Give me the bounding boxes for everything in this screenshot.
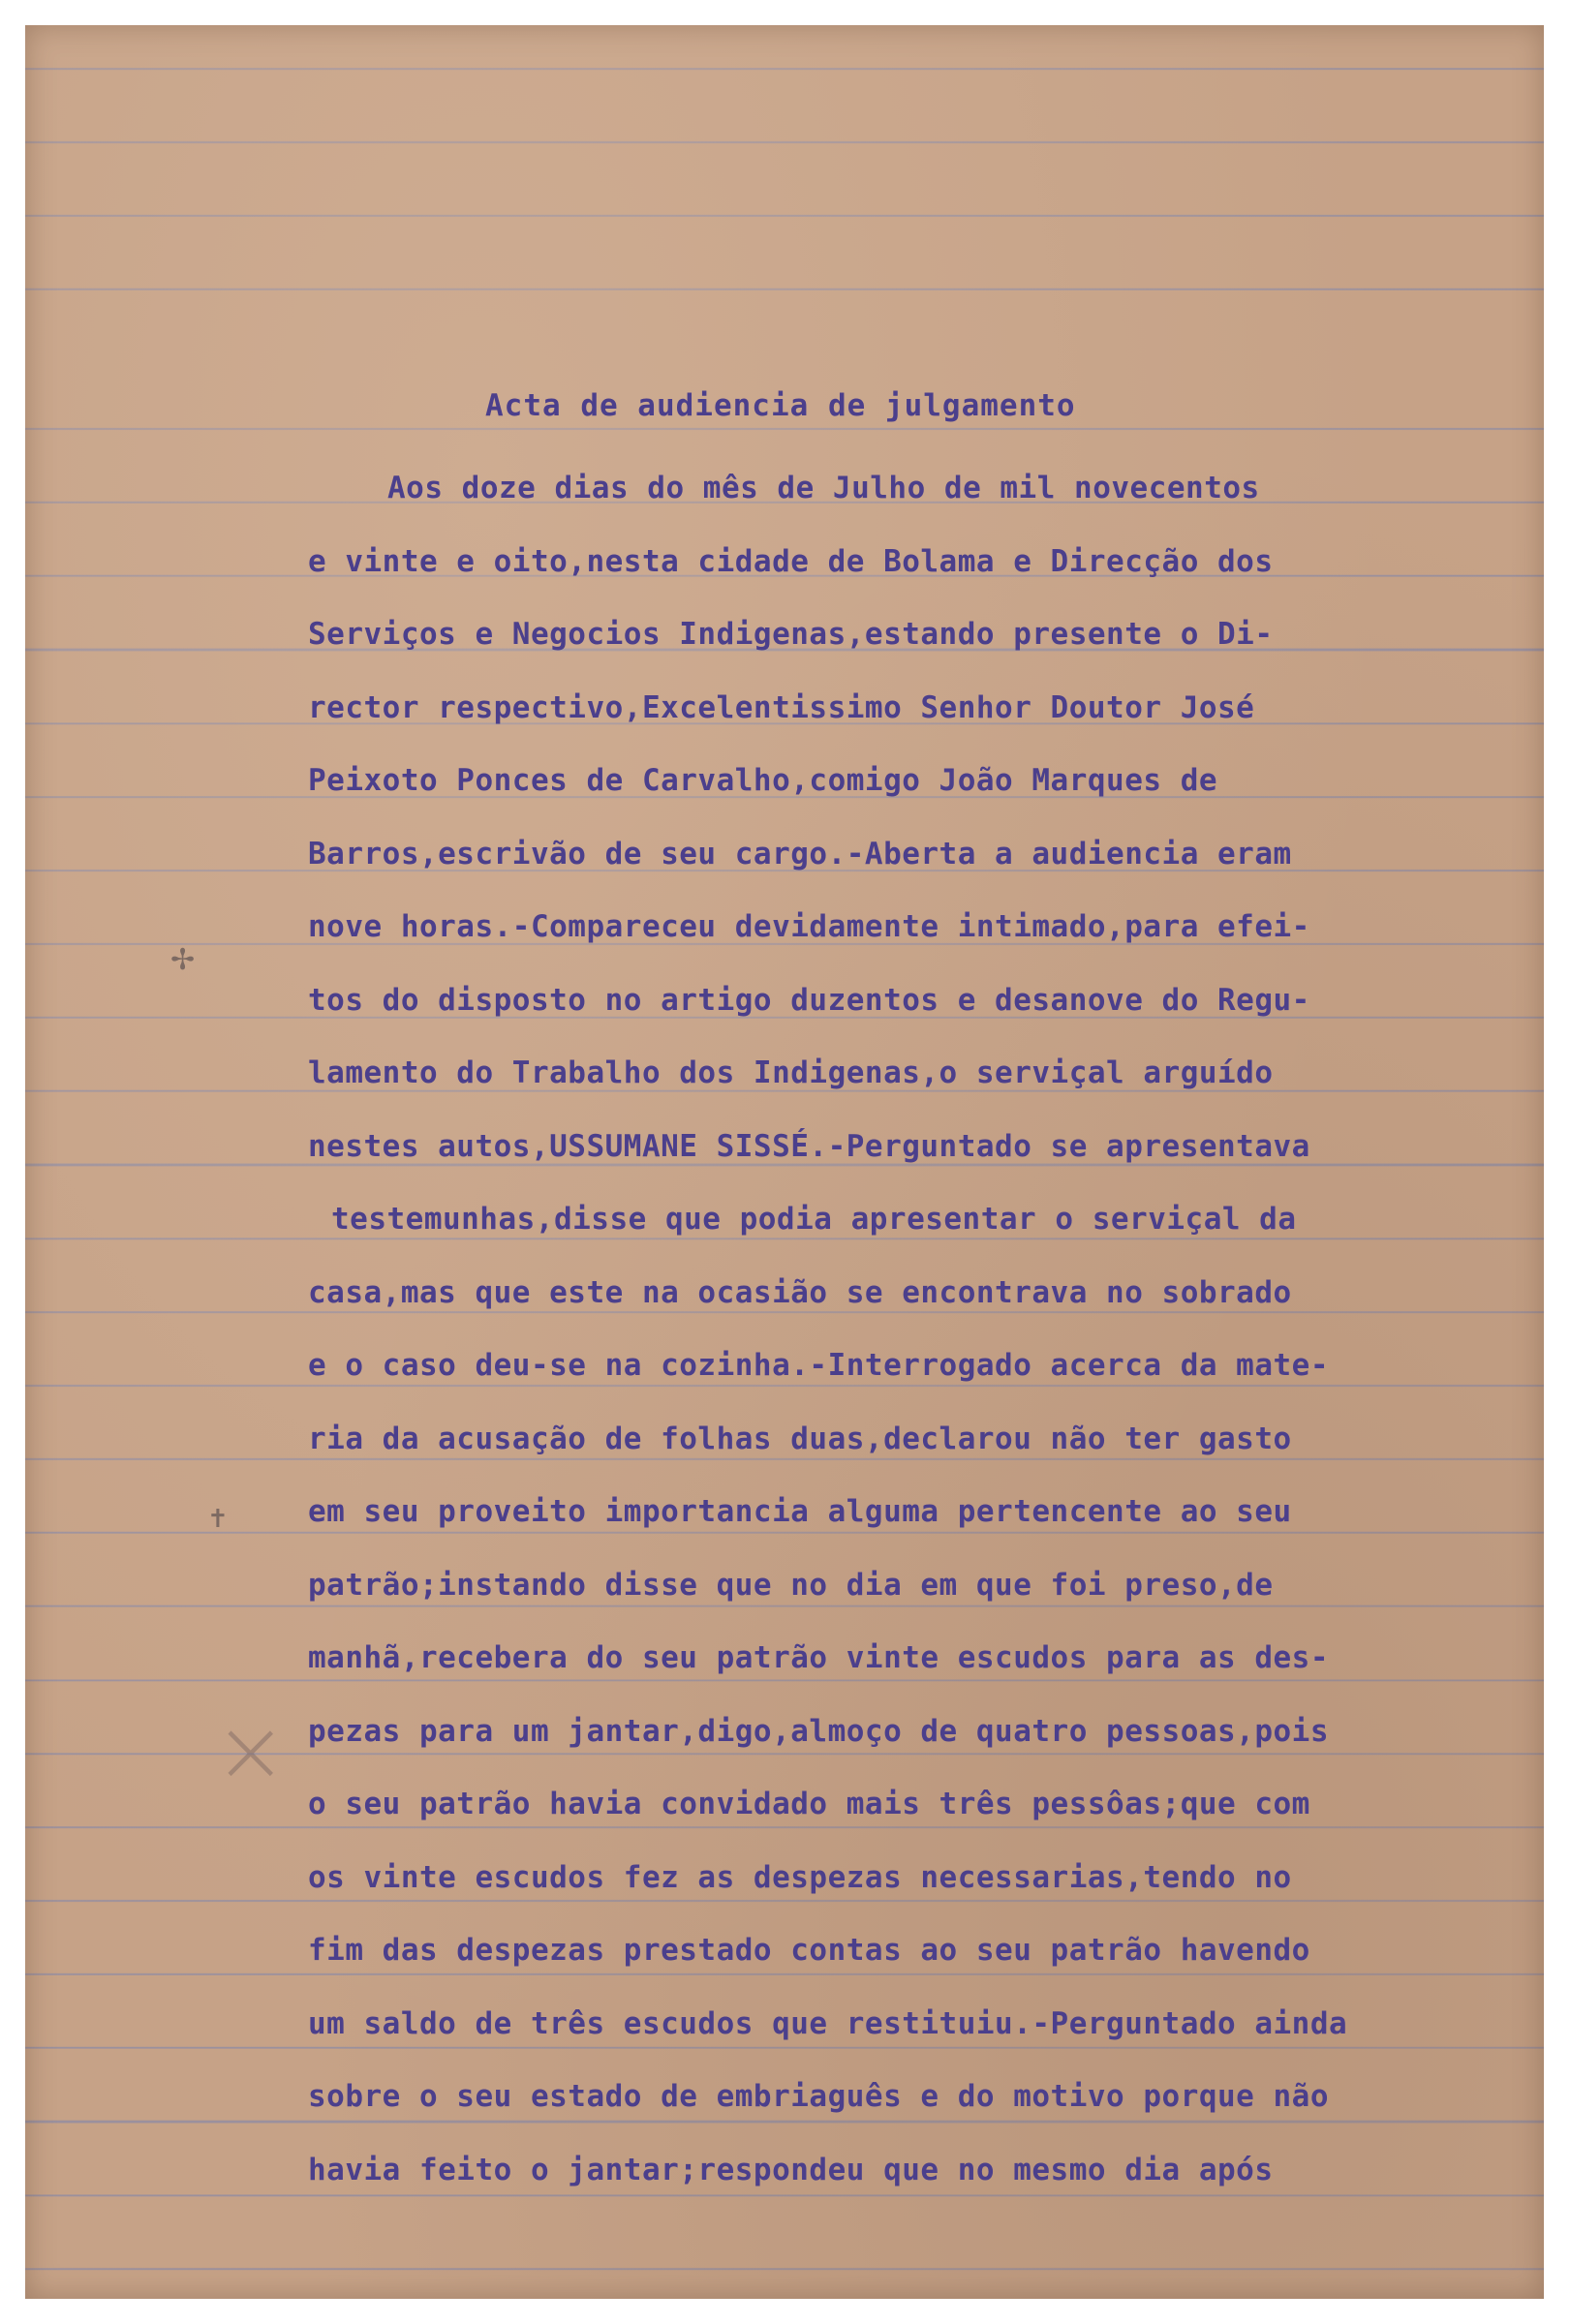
text-line: rector respectivo,Excelentissimo Senhor Doutor José <box>308 689 1255 725</box>
text-line: nestes autos,USSUMANE SISSÉ.-Perguntado se apresentava <box>308 1128 1310 1164</box>
text-line: os vinte escudos fez as despezas necessarias,tendo no <box>308 1859 1292 1895</box>
text-line: havia feito o jantar;respondeu que no mesmo dia após <box>308 2152 1274 2187</box>
text-line: lamento do Trabalho dos Indigenas,o serviçal arguído <box>308 1055 1274 1090</box>
text-line: ria da acusação de folhas duas,declarou não ter gasto <box>308 1421 1292 1456</box>
text-line: e o caso deu-se na cozinha.-Interrogado acerca da mate- <box>308 1348 1329 1383</box>
document-body <box>308 466 1347 2220</box>
text-line: sobre o seu estado de embriaguês e do motivo porque não <box>308 2079 1329 2114</box>
text-line: Barros,escrivão de seu cargo.-Aberta a audiencia eram <box>308 836 1292 872</box>
text-line: testemunhas,disse que podia apresentar o serviçal da <box>331 1202 1297 1237</box>
document-page <box>25 25 1544 2299</box>
text-line: o seu patrão havia convidado mais três pessôas;que com <box>308 1787 1310 1821</box>
text-line: tos do disposto no artigo duzentos e desanove do Regu- <box>308 982 1310 1018</box>
text-line: fim das despezas prestado contas ao seu patrão havendo <box>308 1933 1310 1968</box>
text-line: casa,mas que este na ocasião se encontrava no sobrado <box>308 1274 1292 1310</box>
text-line: Peixoto Ponces de Carvalho,comigo João Marques de <box>308 763 1218 798</box>
text-line: e vinte e oito,nesta cidade de Bolama e Direcção dos <box>308 543 1274 579</box>
text-line: nove horas.-Compareceu devidamente intimado,para efei- <box>308 909 1310 944</box>
text-line: patrão;instando disse que no dia em que foi preso,de <box>308 1567 1274 1603</box>
text-line: Aos doze dias do mês de Julho de mil novecentos <box>387 471 1260 505</box>
margin-pencil-cross: × <box>214 1700 288 1802</box>
text-line: pezas para um jantar,digo,almoço de quatro pessoas,pois <box>308 1713 1329 1749</box>
text-line: um saldo de três escudos que restituiu.-Perguntado ainda <box>308 2005 1348 2041</box>
text-line: manhã,recebera do seu patrão vinte escudos para as des- <box>308 1640 1329 1675</box>
text-line: em seu proveito importancia alguma pertencente ao seu <box>308 1494 1292 1529</box>
document-title: Acta de audiencia de julgamento <box>485 388 1076 423</box>
margin-tick-mark: ✝ <box>207 1505 229 1534</box>
margin-tick-mark: ✢ <box>170 943 196 977</box>
text-line: Serviços e Negocios Indigenas,estando presente o Di- <box>308 617 1274 652</box>
